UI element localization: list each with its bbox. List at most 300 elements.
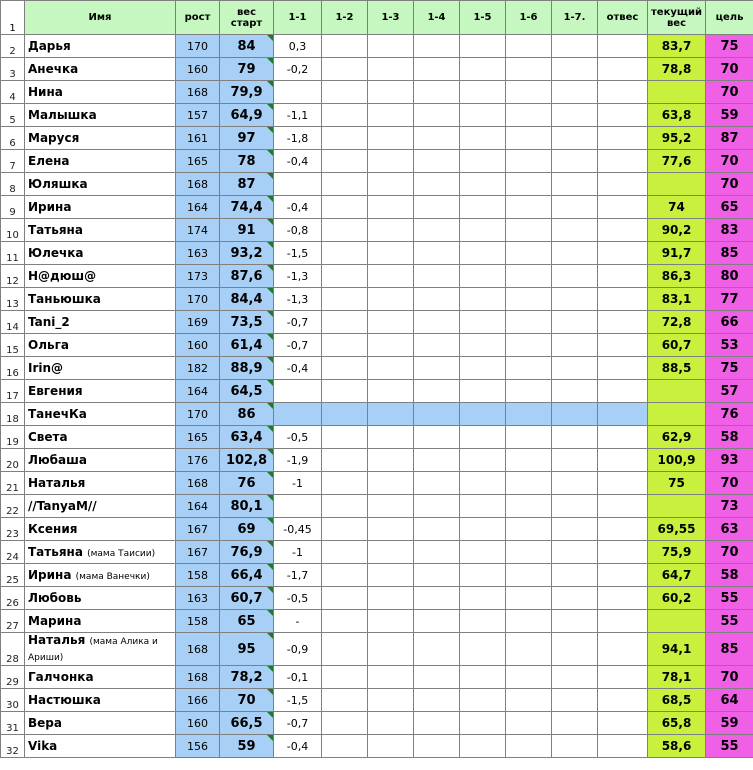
week-5-cell[interactable] — [460, 403, 506, 426]
start-weight-cell[interactable]: 88,9 — [220, 357, 274, 380]
week-6-cell[interactable] — [506, 127, 552, 150]
week-1-cell[interactable]: -1 — [274, 541, 322, 564]
row-number[interactable]: 18 — [1, 403, 25, 426]
week-4-cell[interactable] — [414, 518, 460, 541]
week-1-cell[interactable]: -0,4 — [274, 357, 322, 380]
week-4-cell[interactable] — [414, 196, 460, 219]
week-5-cell[interactable] — [460, 587, 506, 610]
start-weight-cell[interactable]: 84 — [220, 35, 274, 58]
row-number[interactable]: 19 — [1, 426, 25, 449]
week-7-cell[interactable] — [552, 666, 598, 689]
goal-cell[interactable]: 87 — [706, 127, 753, 150]
week-4-cell[interactable] — [414, 35, 460, 58]
current-weight-cell[interactable] — [648, 173, 706, 196]
goal-cell[interactable]: 70 — [706, 666, 753, 689]
height-cell[interactable]: 163 — [176, 587, 220, 610]
loss-cell[interactable] — [598, 81, 648, 104]
week-7-cell[interactable] — [552, 426, 598, 449]
current-weight-cell[interactable]: 94,1 — [648, 633, 706, 666]
height-cell[interactable]: 164 — [176, 495, 220, 518]
goal-cell[interactable]: 77 — [706, 288, 753, 311]
column-header-week[interactable]: 1-6 — [506, 1, 552, 35]
week-1-cell[interactable] — [274, 81, 322, 104]
week-5-cell[interactable] — [460, 712, 506, 735]
week-7-cell[interactable] — [552, 735, 598, 758]
week-1-cell[interactable]: -0,5 — [274, 426, 322, 449]
week-3-cell[interactable] — [368, 403, 414, 426]
week-6-cell[interactable] — [506, 380, 552, 403]
week-2-cell[interactable] — [322, 265, 368, 288]
row-number[interactable]: 31 — [1, 712, 25, 735]
start-weight-cell[interactable]: 102,8 — [220, 449, 274, 472]
loss-cell[interactable] — [598, 242, 648, 265]
week-1-cell[interactable]: -0,8 — [274, 219, 322, 242]
height-cell[interactable]: 169 — [176, 311, 220, 334]
week-6-cell[interactable] — [506, 334, 552, 357]
goal-cell[interactable]: 75 — [706, 35, 753, 58]
week-4-cell[interactable] — [414, 265, 460, 288]
week-1-cell[interactable]: -1,9 — [274, 449, 322, 472]
row-number[interactable]: 27 — [1, 610, 25, 633]
goal-cell[interactable]: 65 — [706, 196, 753, 219]
height-cell[interactable]: 164 — [176, 380, 220, 403]
name-cell[interactable] — [25, 403, 176, 426]
start-weight-cell[interactable]: 63,4 — [220, 426, 274, 449]
week-2-cell[interactable] — [322, 288, 368, 311]
week-6-cell[interactable] — [506, 104, 552, 127]
goal-cell[interactable]: 70 — [706, 472, 753, 495]
week-3-cell[interactable] — [368, 426, 414, 449]
start-weight-cell[interactable]: 73,5 — [220, 311, 274, 334]
week-4-cell[interactable] — [414, 127, 460, 150]
week-2-cell[interactable] — [322, 242, 368, 265]
week-7-cell[interactable] — [552, 712, 598, 735]
loss-cell[interactable] — [598, 472, 648, 495]
goal-cell[interactable]: 70 — [706, 81, 753, 104]
week-1-cell[interactable]: -0,5 — [274, 587, 322, 610]
week-7-cell[interactable] — [552, 288, 598, 311]
row-number[interactable]: 3 — [1, 58, 25, 81]
week-3-cell[interactable] — [368, 564, 414, 587]
height-cell[interactable]: 164 — [176, 196, 220, 219]
loss-cell[interactable] — [598, 357, 648, 380]
week-7-cell[interactable] — [552, 357, 598, 380]
week-7-cell[interactable] — [552, 587, 598, 610]
name-cell[interactable] — [25, 265, 176, 288]
week-6-cell[interactable] — [506, 150, 552, 173]
height-cell[interactable]: 168 — [176, 666, 220, 689]
current-weight-cell[interactable]: 58,6 — [648, 735, 706, 758]
week-5-cell[interactable] — [460, 311, 506, 334]
loss-cell[interactable] — [598, 127, 648, 150]
week-5-cell[interactable] — [460, 81, 506, 104]
name-cell[interactable] — [25, 58, 176, 81]
column-header-name[interactable]: Имя — [25, 1, 176, 35]
start-weight-cell[interactable]: 97 — [220, 127, 274, 150]
column-header-week[interactable]: 1-7. — [552, 1, 598, 35]
week-4-cell[interactable] — [414, 689, 460, 712]
week-1-cell[interactable]: -1,7 — [274, 564, 322, 587]
week-6-cell[interactable] — [506, 265, 552, 288]
row-number[interactable]: 24 — [1, 541, 25, 564]
week-4-cell[interactable] — [414, 610, 460, 633]
week-2-cell[interactable] — [322, 541, 368, 564]
height-cell[interactable]: 173 — [176, 265, 220, 288]
week-5-cell[interactable] — [460, 449, 506, 472]
loss-cell[interactable] — [598, 610, 648, 633]
week-3-cell[interactable] — [368, 150, 414, 173]
week-6-cell[interactable] — [506, 288, 552, 311]
week-5-cell[interactable] — [460, 219, 506, 242]
loss-cell[interactable] — [598, 311, 648, 334]
week-2-cell[interactable] — [322, 311, 368, 334]
name-cell[interactable] — [25, 689, 176, 712]
row-number[interactable]: 11 — [1, 242, 25, 265]
week-3-cell[interactable] — [368, 633, 414, 666]
week-1-cell[interactable]: -0,1 — [274, 666, 322, 689]
goal-cell[interactable]: 66 — [706, 311, 753, 334]
week-3-cell[interactable] — [368, 495, 414, 518]
row-number[interactable]: 29 — [1, 666, 25, 689]
height-cell[interactable]: 182 — [176, 357, 220, 380]
week-7-cell[interactable] — [552, 265, 598, 288]
week-2-cell[interactable] — [322, 173, 368, 196]
week-3-cell[interactable] — [368, 518, 414, 541]
start-weight-cell[interactable]: 65 — [220, 610, 274, 633]
week-7-cell[interactable] — [552, 35, 598, 58]
week-6-cell[interactable] — [506, 219, 552, 242]
week-1-cell[interactable]: -0,45 — [274, 518, 322, 541]
height-cell[interactable]: 158 — [176, 564, 220, 587]
start-weight-cell[interactable]: 61,4 — [220, 334, 274, 357]
loss-cell[interactable] — [598, 689, 648, 712]
week-4-cell[interactable] — [414, 288, 460, 311]
height-cell[interactable]: 161 — [176, 127, 220, 150]
name-cell[interactable] — [25, 196, 176, 219]
loss-cell[interactable] — [598, 219, 648, 242]
start-weight-cell[interactable]: 79 — [220, 58, 274, 81]
week-3-cell[interactable] — [368, 173, 414, 196]
week-1-cell[interactable]: -0,4 — [274, 196, 322, 219]
loss-cell[interactable] — [598, 334, 648, 357]
week-3-cell[interactable] — [368, 472, 414, 495]
height-cell[interactable]: 168 — [176, 633, 220, 666]
height-cell[interactable]: 157 — [176, 104, 220, 127]
row-number[interactable]: 25 — [1, 564, 25, 587]
loss-cell[interactable] — [598, 173, 648, 196]
start-weight-cell[interactable]: 87,6 — [220, 265, 274, 288]
goal-cell[interactable]: 70 — [706, 150, 753, 173]
week-6-cell[interactable] — [506, 35, 552, 58]
week-5-cell[interactable] — [460, 127, 506, 150]
week-2-cell[interactable] — [322, 380, 368, 403]
current-weight-cell[interactable]: 60,7 — [648, 334, 706, 357]
week-5-cell[interactable] — [460, 242, 506, 265]
start-weight-cell[interactable]: 84,4 — [220, 288, 274, 311]
goal-cell[interactable]: 80 — [706, 265, 753, 288]
week-7-cell[interactable] — [552, 334, 598, 357]
week-3-cell[interactable] — [368, 242, 414, 265]
week-4-cell[interactable] — [414, 587, 460, 610]
current-weight-cell[interactable]: 64,7 — [648, 564, 706, 587]
height-cell[interactable]: 167 — [176, 541, 220, 564]
week-4-cell[interactable] — [414, 380, 460, 403]
column-header-current-weight[interactable]: текущий вес — [648, 1, 706, 35]
row-number[interactable]: 10 — [1, 219, 25, 242]
row-number[interactable]: 28 — [1, 633, 25, 666]
week-6-cell[interactable] — [506, 173, 552, 196]
week-5-cell[interactable] — [460, 150, 506, 173]
week-1-cell[interactable] — [274, 173, 322, 196]
height-cell[interactable]: 166 — [176, 689, 220, 712]
week-4-cell[interactable] — [414, 403, 460, 426]
goal-cell[interactable]: 55 — [706, 610, 753, 633]
week-6-cell[interactable] — [506, 81, 552, 104]
week-1-cell[interactable] — [274, 403, 322, 426]
week-4-cell[interactable] — [414, 666, 460, 689]
loss-cell[interactable] — [598, 712, 648, 735]
loss-cell[interactable] — [598, 587, 648, 610]
start-weight-cell[interactable]: 60,7 — [220, 587, 274, 610]
name-cell[interactable] — [25, 426, 176, 449]
goal-cell[interactable]: 63 — [706, 518, 753, 541]
week-6-cell[interactable] — [506, 403, 552, 426]
name-cell[interactable] — [25, 380, 176, 403]
current-weight-cell[interactable]: 86,3 — [648, 265, 706, 288]
week-4-cell[interactable] — [414, 150, 460, 173]
row-number[interactable]: 5 — [1, 104, 25, 127]
week-7-cell[interactable] — [552, 58, 598, 81]
week-1-cell[interactable]: -0,9 — [274, 633, 322, 666]
current-weight-cell[interactable]: 63,8 — [648, 104, 706, 127]
current-weight-cell[interactable]: 78,8 — [648, 58, 706, 81]
row-number[interactable]: 15 — [1, 334, 25, 357]
week-5-cell[interactable] — [460, 610, 506, 633]
week-6-cell[interactable] — [506, 495, 552, 518]
week-6-cell[interactable] — [506, 712, 552, 735]
row-number[interactable]: 4 — [1, 81, 25, 104]
week-7-cell[interactable] — [552, 564, 598, 587]
week-5-cell[interactable] — [460, 173, 506, 196]
week-4-cell[interactable] — [414, 173, 460, 196]
week-6-cell[interactable] — [506, 564, 552, 587]
week-4-cell[interactable] — [414, 219, 460, 242]
row-header[interactable]: 1 — [1, 1, 25, 35]
name-cell[interactable] — [25, 150, 176, 173]
current-weight-cell[interactable]: 75 — [648, 472, 706, 495]
start-weight-cell[interactable]: 78,2 — [220, 666, 274, 689]
goal-cell[interactable]: 70 — [706, 541, 753, 564]
height-cell[interactable]: 165 — [176, 426, 220, 449]
height-cell[interactable]: 176 — [176, 449, 220, 472]
week-1-cell[interactable]: -1,5 — [274, 689, 322, 712]
week-7-cell[interactable] — [552, 81, 598, 104]
height-cell[interactable]: 163 — [176, 242, 220, 265]
week-2-cell[interactable] — [322, 403, 368, 426]
week-5-cell[interactable] — [460, 472, 506, 495]
week-7-cell[interactable] — [552, 495, 598, 518]
current-weight-cell[interactable]: 68,5 — [648, 689, 706, 712]
goal-cell[interactable]: 59 — [706, 104, 753, 127]
week-6-cell[interactable] — [506, 472, 552, 495]
current-weight-cell[interactable]: 75,9 — [648, 541, 706, 564]
name-cell[interactable] — [25, 495, 176, 518]
loss-cell[interactable] — [598, 633, 648, 666]
goal-cell[interactable]: 58 — [706, 564, 753, 587]
loss-cell[interactable] — [598, 735, 648, 758]
week-7-cell[interactable] — [552, 449, 598, 472]
start-weight-cell[interactable]: 66,4 — [220, 564, 274, 587]
column-header-week[interactable]: 1-1 — [274, 1, 322, 35]
start-weight-cell[interactable]: 80,1 — [220, 495, 274, 518]
row-number[interactable]: 8 — [1, 173, 25, 196]
start-weight-cell[interactable]: 59 — [220, 735, 274, 758]
start-weight-cell[interactable]: 76 — [220, 472, 274, 495]
name-cell[interactable] — [25, 518, 176, 541]
week-4-cell[interactable] — [414, 334, 460, 357]
week-6-cell[interactable] — [506, 426, 552, 449]
week-5-cell[interactable] — [460, 58, 506, 81]
week-1-cell[interactable]: -0,2 — [274, 58, 322, 81]
week-6-cell[interactable] — [506, 587, 552, 610]
name-cell[interactable] — [25, 357, 176, 380]
week-6-cell[interactable] — [506, 735, 552, 758]
height-cell[interactable]: 158 — [176, 610, 220, 633]
start-weight-cell[interactable]: 78 — [220, 150, 274, 173]
week-6-cell[interactable] — [506, 449, 552, 472]
row-number[interactable]: 20 — [1, 449, 25, 472]
current-weight-cell[interactable]: 95,2 — [648, 127, 706, 150]
week-1-cell[interactable]: -1,8 — [274, 127, 322, 150]
week-4-cell[interactable] — [414, 712, 460, 735]
week-7-cell[interactable] — [552, 610, 598, 633]
loss-cell[interactable] — [598, 518, 648, 541]
name-cell[interactable] — [25, 449, 176, 472]
week-1-cell[interactable]: -0,7 — [274, 311, 322, 334]
row-number[interactable]: 21 — [1, 472, 25, 495]
goal-cell[interactable]: 59 — [706, 712, 753, 735]
height-cell[interactable]: 156 — [176, 735, 220, 758]
week-1-cell[interactable]: -1,3 — [274, 265, 322, 288]
week-5-cell[interactable] — [460, 689, 506, 712]
week-3-cell[interactable] — [368, 334, 414, 357]
name-cell[interactable] — [25, 288, 176, 311]
week-3-cell[interactable] — [368, 265, 414, 288]
week-1-cell[interactable]: -1,3 — [274, 288, 322, 311]
current-weight-cell[interactable] — [648, 610, 706, 633]
current-weight-cell[interactable] — [648, 495, 706, 518]
week-2-cell[interactable] — [322, 127, 368, 150]
week-4-cell[interactable] — [414, 242, 460, 265]
goal-cell[interactable]: 73 — [706, 495, 753, 518]
week-7-cell[interactable] — [552, 311, 598, 334]
goal-cell[interactable]: 76 — [706, 403, 753, 426]
loss-cell[interactable] — [598, 564, 648, 587]
week-3-cell[interactable] — [368, 357, 414, 380]
current-weight-cell[interactable]: 72,8 — [648, 311, 706, 334]
name-cell[interactable] — [25, 81, 176, 104]
row-number[interactable]: 2 — [1, 35, 25, 58]
week-5-cell[interactable] — [460, 564, 506, 587]
week-3-cell[interactable] — [368, 666, 414, 689]
week-3-cell[interactable] — [368, 104, 414, 127]
loss-cell[interactable] — [598, 426, 648, 449]
row-number[interactable]: 22 — [1, 495, 25, 518]
week-7-cell[interactable] — [552, 242, 598, 265]
goal-cell[interactable]: 55 — [706, 587, 753, 610]
week-6-cell[interactable] — [506, 689, 552, 712]
week-1-cell[interactable] — [274, 495, 322, 518]
week-4-cell[interactable] — [414, 472, 460, 495]
week-2-cell[interactable] — [322, 564, 368, 587]
goal-cell[interactable]: 70 — [706, 58, 753, 81]
week-4-cell[interactable] — [414, 357, 460, 380]
week-6-cell[interactable] — [506, 666, 552, 689]
week-4-cell[interactable] — [414, 104, 460, 127]
loss-cell[interactable] — [598, 403, 648, 426]
week-7-cell[interactable] — [552, 403, 598, 426]
week-7-cell[interactable] — [552, 150, 598, 173]
current-weight-cell[interactable]: 65,8 — [648, 712, 706, 735]
loss-cell[interactable] — [598, 495, 648, 518]
start-weight-cell[interactable]: 74,4 — [220, 196, 274, 219]
week-1-cell[interactable]: -1 — [274, 472, 322, 495]
week-5-cell[interactable] — [460, 104, 506, 127]
height-cell[interactable]: 167 — [176, 518, 220, 541]
column-header-start-weight[interactable]: вес старт — [220, 1, 274, 35]
week-3-cell[interactable] — [368, 311, 414, 334]
week-6-cell[interactable] — [506, 610, 552, 633]
week-2-cell[interactable] — [322, 472, 368, 495]
week-2-cell[interactable] — [322, 689, 368, 712]
start-weight-cell[interactable]: 86 — [220, 403, 274, 426]
week-1-cell[interactable]: -1,5 — [274, 242, 322, 265]
loss-cell[interactable] — [598, 449, 648, 472]
week-6-cell[interactable] — [506, 242, 552, 265]
height-cell[interactable]: 170 — [176, 35, 220, 58]
week-7-cell[interactable] — [552, 633, 598, 666]
week-2-cell[interactable] — [322, 357, 368, 380]
column-header-height[interactable]: рост — [176, 1, 220, 35]
current-weight-cell[interactable]: 88,5 — [648, 357, 706, 380]
height-cell[interactable]: 168 — [176, 472, 220, 495]
week-2-cell[interactable] — [322, 610, 368, 633]
week-7-cell[interactable] — [552, 472, 598, 495]
week-3-cell[interactable] — [368, 735, 414, 758]
start-weight-cell[interactable]: 70 — [220, 689, 274, 712]
week-6-cell[interactable] — [506, 311, 552, 334]
week-3-cell[interactable] — [368, 288, 414, 311]
week-2-cell[interactable] — [322, 495, 368, 518]
week-7-cell[interactable] — [552, 127, 598, 150]
week-5-cell[interactable] — [460, 288, 506, 311]
goal-cell[interactable]: 83 — [706, 219, 753, 242]
goal-cell[interactable]: 53 — [706, 334, 753, 357]
goal-cell[interactable]: 64 — [706, 689, 753, 712]
week-4-cell[interactable] — [414, 495, 460, 518]
week-3-cell[interactable] — [368, 587, 414, 610]
week-2-cell[interactable] — [322, 735, 368, 758]
week-2-cell[interactable] — [322, 35, 368, 58]
column-header-week[interactable]: 1-2 — [322, 1, 368, 35]
start-weight-cell[interactable]: 76,9 — [220, 541, 274, 564]
name-cell[interactable] — [25, 35, 176, 58]
week-2-cell[interactable] — [322, 196, 368, 219]
current-weight-cell[interactable]: 60,2 — [648, 587, 706, 610]
week-4-cell[interactable] — [414, 564, 460, 587]
week-2-cell[interactable] — [322, 426, 368, 449]
week-7-cell[interactable] — [552, 219, 598, 242]
